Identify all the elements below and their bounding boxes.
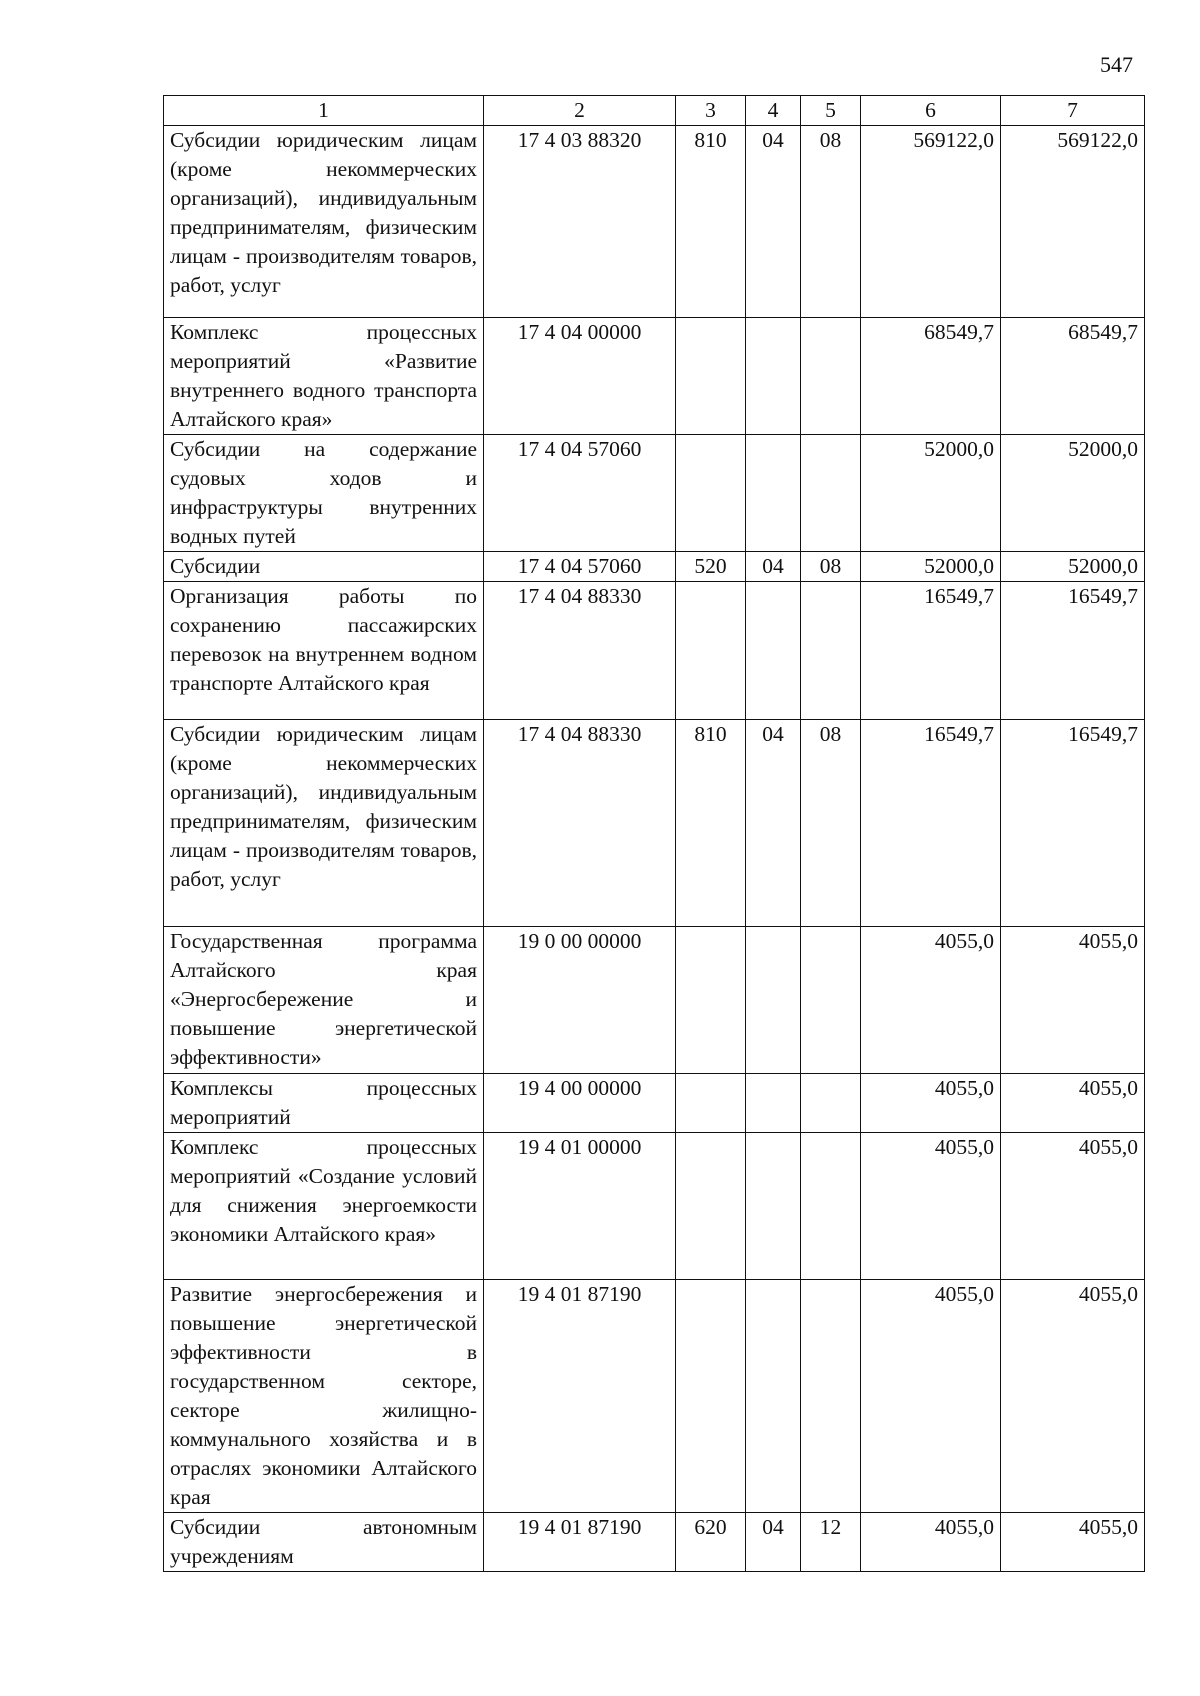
row-amount-1: 4055,0 — [861, 1513, 1001, 1572]
row-code: 17 4 04 88330 — [484, 582, 676, 720]
row-name: Государственная программа Алтайского края «Энергосбережение и повышение энергетической эффективности» — [164, 927, 484, 1074]
row-code: 19 4 01 87190 — [484, 1513, 676, 1572]
row-expense-type — [676, 927, 746, 1074]
row-amount-2: 4055,0 — [1001, 1280, 1145, 1513]
row-code: 17 4 03 88320 — [484, 126, 676, 318]
table-row — [164, 1074, 1145, 1133]
row-expense-type — [676, 1074, 746, 1133]
row-amount-1: 68549,7 — [861, 318, 1001, 435]
row-amount-1: 52000,0 — [861, 435, 1001, 552]
row-expense-type — [676, 435, 746, 552]
row-name: Организация работы по сохранению пассажирских перевозок на внутреннем водном транспорте Алтайского края — [164, 582, 484, 720]
row-expense-type — [676, 582, 746, 720]
row-amount-2: 52000,0 — [1001, 552, 1145, 582]
table-row — [164, 126, 1145, 318]
row-subsection — [801, 927, 861, 1074]
row-amount-1: 4055,0 — [861, 927, 1001, 1074]
table-row — [164, 1280, 1145, 1513]
row-amount-2: 4055,0 — [1001, 1074, 1145, 1133]
table-row — [164, 435, 1145, 552]
header-col-7: 7 — [1001, 96, 1145, 126]
row-section: 04 — [746, 552, 801, 582]
row-section — [746, 1133, 801, 1280]
budget-table — [163, 95, 1145, 1572]
row-name: Комплекс процессных мероприятий «Развитие внутреннего водного транспорта Алтайского края» — [164, 318, 484, 435]
row-code: 17 4 04 57060 — [484, 552, 676, 582]
row-subsection — [801, 1074, 861, 1133]
row-amount-2: 16549,7 — [1001, 582, 1145, 720]
header-col-5: 5 — [801, 96, 861, 126]
row-code: 19 4 01 00000 — [484, 1133, 676, 1280]
row-section — [746, 1074, 801, 1133]
header-row — [164, 96, 1145, 126]
row-expense-type: 520 — [676, 552, 746, 582]
row-amount-1: 4055,0 — [861, 1074, 1001, 1133]
row-amount-1: 16549,7 — [861, 720, 1001, 927]
table-row — [164, 927, 1145, 1074]
row-expense-type — [676, 318, 746, 435]
row-subsection: 08 — [801, 552, 861, 582]
row-amount-1: 16549,7 — [861, 582, 1001, 720]
table-row — [164, 720, 1145, 927]
header-col-4: 4 — [746, 96, 801, 126]
table-row — [164, 582, 1145, 720]
row-section — [746, 318, 801, 435]
row-subsection — [801, 1280, 861, 1513]
row-expense-type — [676, 1133, 746, 1280]
row-code: 19 4 00 00000 — [484, 1074, 676, 1133]
row-expense-type: 810 — [676, 126, 746, 318]
row-code: 17 4 04 57060 — [484, 435, 676, 552]
row-expense-type: 620 — [676, 1513, 746, 1572]
row-name: Развитие энергосбережения и повышение энергетической эффективности в государственном секторе, секторе жилищно-коммунального хозяйства и в отраслях экономики Алтайского края — [164, 1280, 484, 1513]
row-amount-1: 4055,0 — [861, 1280, 1001, 1513]
row-subsection: 08 — [801, 720, 861, 927]
table-row — [164, 1513, 1145, 1572]
row-amount-1: 4055,0 — [861, 1133, 1001, 1280]
row-amount-2: 4055,0 — [1001, 1513, 1145, 1572]
row-amount-2: 68549,7 — [1001, 318, 1145, 435]
row-subsection: 08 — [801, 126, 861, 318]
row-section: 04 — [746, 1513, 801, 1572]
row-subsection: 12 — [801, 1513, 861, 1572]
row-code: 17 4 04 88330 — [484, 720, 676, 927]
row-amount-1: 52000,0 — [861, 552, 1001, 582]
table-row — [164, 1133, 1145, 1280]
row-code: 17 4 04 00000 — [484, 318, 676, 435]
row-amount-2: 16549,7 — [1001, 720, 1145, 927]
row-name: Субсидии автономным учреждениям — [164, 1513, 484, 1572]
table-row — [164, 318, 1145, 435]
row-expense-type: 810 — [676, 720, 746, 927]
row-section: 04 — [746, 720, 801, 927]
row-section — [746, 927, 801, 1074]
table-row — [164, 552, 1145, 582]
row-subsection — [801, 1133, 861, 1280]
row-subsection — [801, 582, 861, 720]
row-name: Субсидии на содержание судовых ходов и инфраструктуры внутренних водных путей — [164, 435, 484, 552]
row-amount-2: 4055,0 — [1001, 927, 1145, 1074]
row-name: Комплексы процессных мероприятий — [164, 1074, 484, 1133]
row-section — [746, 435, 801, 552]
row-subsection — [801, 435, 861, 552]
row-expense-type — [676, 1280, 746, 1513]
row-name: Комплекс процессных мероприятий «Создание условий для снижения энергоемкости экономики Алтайского края» — [164, 1133, 484, 1280]
row-code: 19 4 01 87190 — [484, 1280, 676, 1513]
row-subsection — [801, 318, 861, 435]
row-amount-2: 52000,0 — [1001, 435, 1145, 552]
row-section: 04 — [746, 126, 801, 318]
row-amount-2: 4055,0 — [1001, 1133, 1145, 1280]
row-code: 19 0 00 00000 — [484, 927, 676, 1074]
row-section — [746, 582, 801, 720]
row-name: Субсидии юридическим лицам (кроме некоммерческих организаций), индивидуальным предпринимателям, физическим лицам - производителям товаров, работ, услуг — [164, 720, 484, 927]
row-amount-1: 569122,0 — [861, 126, 1001, 318]
header-col-1: 1 — [164, 96, 484, 126]
header-col-2: 2 — [484, 96, 676, 126]
header-col-3: 3 — [676, 96, 746, 126]
page-number: 547 — [1100, 52, 1133, 77]
row-amount-2: 569122,0 — [1001, 126, 1145, 318]
header-col-6: 6 — [861, 96, 1001, 126]
row-name: Субсидии юридическим лицам (кроме некоммерческих организаций), индивидуальным предпринимателям, физическим лицам - производителям товаров, работ, услуг — [164, 126, 484, 318]
row-section — [746, 1280, 801, 1513]
row-name: Субсидии — [164, 552, 484, 582]
